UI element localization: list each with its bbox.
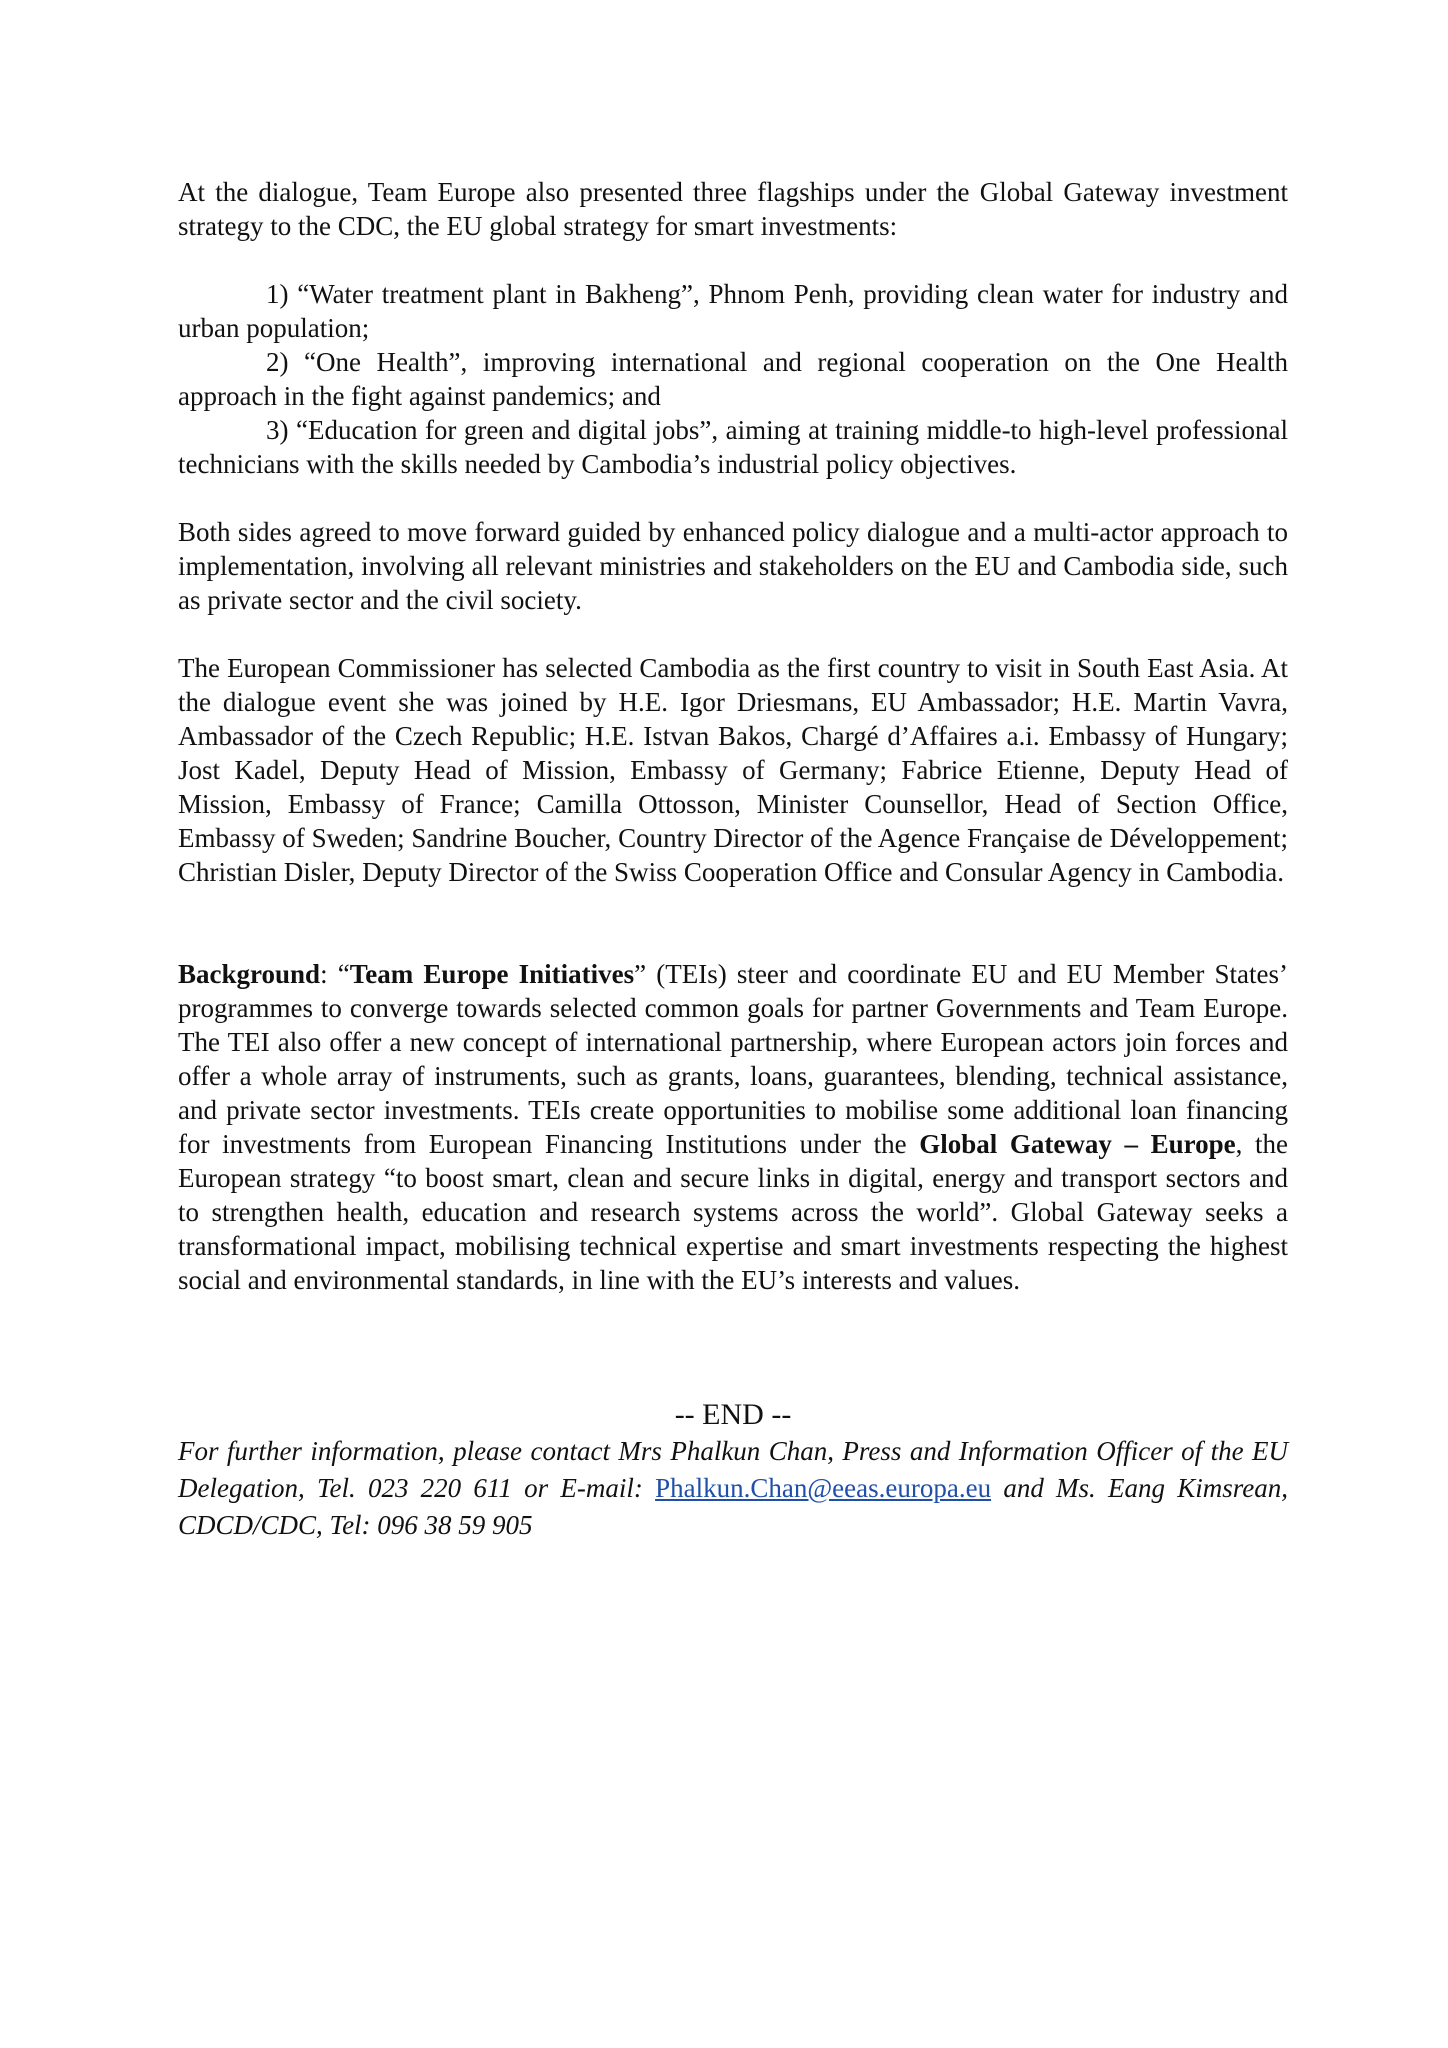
flagship-item-1 bbox=[178, 277, 1288, 345]
email-link[interactable]: Phalkun.Chan@eeas.europa.eu bbox=[655, 1473, 992, 1503]
background-label: Background bbox=[178, 959, 321, 989]
intro-paragraph: At the dialogue, Team Europe also presented three flagships under the Global Gateway investment strategy to the CDC, the EU global strategy for smart investments: bbox=[178, 177, 1288, 241]
flagship-text: 3) “Education for green and digital jobs”, aiming at training middle-to high-level professional technicians with the skills needed by Cambodia’s industrial policy objectives. bbox=[178, 415, 1288, 479]
flagship-item-2 bbox=[178, 345, 1288, 413]
background-paragraph bbox=[178, 957, 1288, 1297]
document-page bbox=[178, 175, 1288, 1544]
background-separator: : “ bbox=[320, 959, 350, 989]
contact-paragraph bbox=[178, 1433, 1288, 1544]
background-text-part1: ” (TEIs) steer and coordinate EU and EU Member States’ programmes to converge towards selected common goals for partner Governments and Team Europe. The TEI also offer a new concept of international partnership, where European actors join forces and offer a whole array of instruments, such as grants, loans, guarantees, blending, technical assistance, and private sector investments. TEIs create opportunities to mobilise some additional loan financing for investments from European Financing Institutions under the bbox=[178, 959, 1288, 1159]
visit-paragraph: The European Commissioner has selected Cambodia as the first country to visit in South East Asia. At the dialogue event she was joined by H.E. Igor Driesmans, EU Ambassador; H.E. Martin Vavra, Ambassador of the Czech Republic; H.E. Istvan Bakos, Chargé d’Affaires a.i. Embassy of Hungary; Jost Kadel, Deputy Head of Mission, Embassy of Germany; Fabrice Etienne, Deputy Head of Mission, Embassy of France; Camilla Ottosson, Minister Counsellor, Head of Section Office, Embassy of Sweden; Sandrine Boucher, Country Director of the Agence Française de Développement; Christian Disler, Deputy Director of the Swiss Cooperation Office and Consular Agency in Cambodia. bbox=[178, 653, 1288, 887]
end-marker: -- END -- bbox=[674, 1398, 792, 1431]
flagship-list bbox=[178, 277, 1288, 481]
flagship-text: 2) “One Health”, improving international and regional cooperation on the One Health approach in the fight against pandemics; and bbox=[178, 347, 1288, 411]
contact-text-after: and Ms. Eang Kimsrean, CDCD/CDC, Tel: 096 38 59 905 bbox=[178, 1473, 1288, 1540]
background-text-part2: , the European strategy “to boost smart, clean and secure links in digital, energy and transport sectors and to strengthen health, education and research systems across the world”. Global Gateway seeks a transformational impact, mobilising technical expertise and smart investments respecting the highest social and environmental standards, in line with the EU’s interests and values. bbox=[178, 1129, 1288, 1295]
agreement-paragraph: Both sides agreed to move forward guided by enhanced policy dialogue and a multi-actor approach to implementation, involving all relevant ministries and stakeholders on the EU and Cambodia side, such as private sector and the civil society. bbox=[178, 517, 1288, 615]
flagship-item-3 bbox=[178, 413, 1288, 481]
tei-label: Team Europe Initiatives bbox=[349, 959, 635, 989]
flagship-text: 1) “Water treatment plant in Bakheng”, Phnom Penh, providing clean water for industry and urban population; bbox=[178, 279, 1288, 343]
contact-text-before: For further information, please contact Mrs Phalkun Chan, Press and Information Officer of the EU Delegation, Tel. 023 220 611 or E-mail: bbox=[178, 1436, 1288, 1503]
global-gateway-label: Global Gateway – Europe bbox=[919, 1129, 1236, 1159]
